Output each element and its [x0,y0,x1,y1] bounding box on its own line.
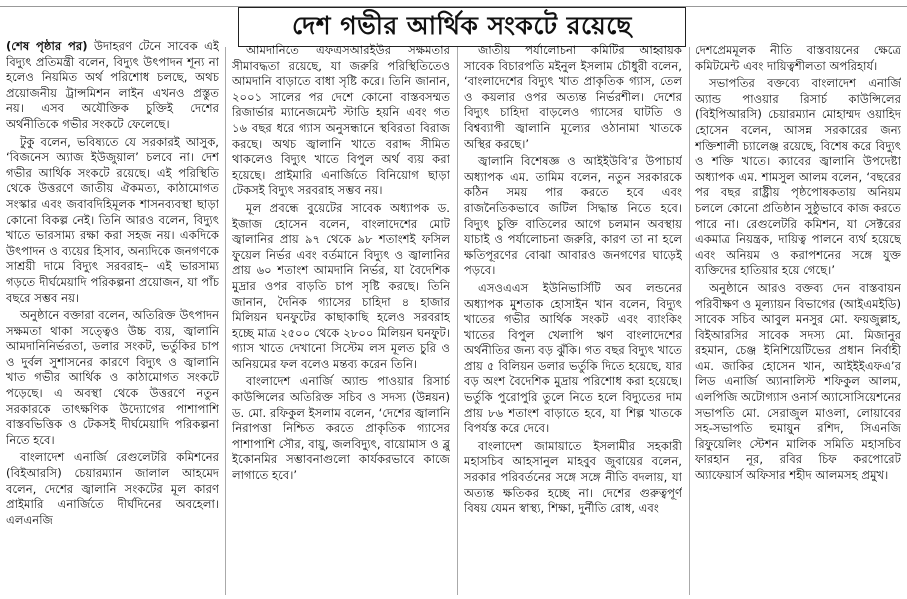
article-paragraph [464,439,682,517]
article-paragraph [232,43,450,199]
paragraph-text: জাতীয় পর্যালোচনা কমিটির আহ্বায়ক সাবেক বিচারপতি মইনুল ইসলাম চৌধুরী বলেন, ‘বাংলাদেশের বিদ্যুৎ খাত প্রাকৃতিক গ্যাস, তেল ও কয়লার ওপর অত্যন্ত নির্ভরশীল। দেশের বিদ্যুৎ চাহিদা বাড়লেও গ্যাসের ঘাটতি ও বিশ্বব্যাপী জ্বালানি মূল্যের ওঠানামা খাতকে অস্থির করছে।’ [464,43,682,151]
paragraph-text: টুকু বলেন, ভবিষ্যতে যে সরকারই আসুক, ‘বিজনেস অ্যাজ ইউজুয়াল’ চলবে না। দেশ গভীর আর্থিক সংকটে রয়েছে। এই পরিস্থিতি থেকে উত্তরণে জাতীয় ঐকমত্য, কাঠামোগত সংস্কার এবং জবাবদিহিমূলক শাসনব্যবস্থা ছাড়া কোনো বিকল্প নেই। তিনি আরও বলেন, বিদ্যুৎ খাতে ভারসাম্য রক্ষা করা সহজ নয়। একদিকে উৎপাদন ও ব্যয়ের হিসাব, অন্যদিকে জনগণকে সাশ্রয়ী দামে বিদ্যুৎ সরবরাহ– এই ভারসাম্য গড়তে দীর্ঘমেয়াদি পরিকল্পনা প্রয়োজন, যা পাঁচ বছরে সম্ভব নয়। [6,134,219,305]
article-paragraph [695,281,901,484]
article-paragraph [464,154,682,279]
article-paragraph [6,450,219,528]
paragraph-text: বাংলাদেশ এনার্জি রেগুলেটরি কমিশনের (বিইআরসি) চেয়ারম্যান জালাল আহমেদ বলেন, দেশের জ্বালানি সংকটের মূল কারণ প্রাইমারি এনার্জিতে দীর্ঘদিনের অবহেলা। এলএনজি [6,450,219,527]
paragraph-text: জ্বালানি বিশেষজ্ঞ ও আইইউবি’র উপাচার্য অধ্যাপক এম. তামিম বলেন, নতুন সরকারকে কঠিন সময় পার করতে হবে এবং রাজনৈতিকভাবে জটিল সিদ্ধান্ত নিতে হবে। বিদ্যুৎ চুক্তি বাতিলের আগে চলমান অবস্থায় যাচাই ও পর্যালোচনা জরুরি, কারণ তা না হলে ক্ষতিপূরণের বোঝা আবারও জনগণের ঘাড়েই পড়বে। [464,154,682,278]
article-body [6,39,901,593]
article-paragraph [464,43,682,152]
headline: দেশ গভীর আর্থিক সংকটে রয়েছে [292,10,632,40]
article-paragraph [232,201,450,373]
paragraph-text: আমদানিতে এফএসআরইউর সক্ষমতার সীমাবদ্ধতা রয়েছে, যা জরুরি পরিস্থিতিতেও আমদানি বাড়াতে বাধা সৃষ্টি করে। তিনি জানান, ২০০১ সালের পর দেশে কোনো বাস্তবসম্মত রিজার্ভার ম্যানেজমেন্ট স্টাডি হয়নি এবং গত ১৬ বছর ধরে গ্যাস অনুসন্ধানে স্থবিরতা বিরাজ করছে। অথচ জ্বালানি খাতে বরাদ্দ সীমিত থাকলেও বিদ্যুৎ খাতে বিপুল অর্থ ব্যয় করা হয়েছে। প্রাইমারি এনার্জিতে বিনিয়োগ ছাড়া টেকসই বিদ্যুৎ সরবরাহ সম্ভব নয়। [232,43,450,198]
article-paragraph [464,281,682,437]
paragraph-text: মূল প্রবন্ধে বুয়েটের সাবেক অধ্যাপক ড. ইজাজ হোসেন বলেন, বাংলাদেশের মোট জ্বালানির প্রায় ৯৭ থেকে ৯৮ শতাংশই ফসিল ফুয়েল নির্ভর এবং বর্তমানে বিদ্যুৎ ও জ্বালানির প্রায় ৬০ শতাংশ আমদানি নির্ভর, যা বৈদেশিক মুদ্রার ওপর বাড়তি চাপ সৃষ্টি করছে। তিনি জানান, দৈনিক গ্যাসের চাহিদা ৪ হাজার মিলিয়ন ঘনফুটের কাছাকাছি হলেও সরবরাহ হচ্ছে মাত্র ২৫০০ থেকে ২৮০০ মিলিয়ন ঘনফুট। গ্যাস খাতে দেখানো সিস্টেম লস মূলত চুরি ও অনিয়মের ফল বলেও মন্তব্য করেন তিনি। [232,200,450,371]
column-3 [464,43,682,593]
article-paragraph [6,135,219,307]
article-paragraph [695,76,901,279]
headline-box [238,7,686,47]
paragraph-text: বাংলাদেশ এনার্জি অ্যান্ড পাওয়ার রিসার্চ কাউন্সিলের অতিরিক্ত সচিব ও সদস্য (উন্নয়ন) ড. মো. রফিকুল ইসলাম বলেন, ‘দেশের জ্বালানি নিরাপত্তা নিশ্চিত করতে প্রাকৃতিক গ্যাসের পাশাপাশি সৌর, বায়ু, জলবিদ্যুৎ, বায়োমাস ও ব্লু ইকোনমির সম্ভাবনাগুলো কার্যকরভাবে কাজে লাগাতে হবে।’ [232,374,450,483]
paragraph-text: বাংলাদেশ জামায়াতে ইসলামীর সহকারী মহাসচিব আহসানুল মাহবুব জুবায়ের বলেন, সরকার পরিবর্তনের সঙ্গে সঙ্গে নীতি বদলায়, যা অত্যন্ত ক্ষতিকর হচ্ছে না। দেশের গুরুত্বপূর্ণ বিষয় যেমন স্বাস্থ্য, শিক্ষা, দুর্নীতি রোধ, এবং [464,438,682,516]
continued-from-label: (শেষ পৃষ্ঠার পর) [6,39,88,53]
column-1 [6,39,219,593]
article-paragraph [695,43,901,74]
paragraph-text: উদাহরণ টেনে সাবেক এই বিদ্যুৎ প্রতিমন্ত্রী বলেন, বিদ্যুৎ উৎপাদন শূন্য না হলেও নিয়মিত অর্থ পরিশোধ চলছে, অথচ প্রয়োজনীয় ট্রান্সমিশন লাইন এখনও প্রস্তুত নয়। এসব অযৌক্তিক চুক্তিই দেশের অর্থনীতিকে গভীর সংকটে ফেলেছে। [6,39,219,131]
column-4 [695,43,901,593]
article-paragraph [232,374,450,483]
paragraph-text: সভাপতির বক্তব্যে বাংলাদেশ এনার্জি অ্যান্ড পাওয়ার রিসার্চ কাউন্সিলের (বিইপিআরসি) চেয়ারম্যান মোহাম্মদ ওয়াহিদ হোসেন বলেন, আসন্ন সরকারের জন্য শক্তিশালী চ্যালেঞ্জ রয়েছে, বিশেষ করে বিদ্যুৎ ও শক্তি খাতে। ক্যাবের জ্বালানি উপদেষ্টা অধ্যাপক এম. শামসুল আলম বলেন, ‘বছরের পর বছর রাষ্ট্রীয় পৃষ্ঠপোষকতায় অনিয়ম চললে কোনো প্রতিষ্ঠান সুষ্ঠুভাবে কাজ করতে পারে না। রেগুলেটরি কমিশন, যা সেক্টরের একমাত্র নিয়ন্ত্রক, দায়িত্ব পালনে ব্যর্থ হয়েছে এবং অনিয়ম ও করাপশনের সঙ্গে যুক্ত ব্যক্তিদের হাতিয়ার হয়ে গেছে।’ [695,76,901,278]
article-paragraph [6,308,219,448]
paragraph-text: অনুষ্ঠানে বক্তারা বলেন, অতিরিক্ত উৎপাদন সক্ষমতা থাকা সত্ত্বেও উচ্চ ব্যয়, জ্বালানি আমদানিনির্ভরতা, ডলার সংকট, ভর্তুকির চাপ ও দুর্বল সুশাসনের কারণে বিদ্যুৎ ও জ্বালানি খাত গভীর আর্থিক ও কাঠামোগত সংকটে পড়েছে। এ অবস্থা থেকে উত্তরণে নতুন সরকারকে তাৎক্ষণিক উদ্যোগের পাশাপাশি বাস্তবভিত্তিক ও টেকসই দীর্ঘমেয়াদি পরিকল্পনা নিতে হবে। [6,308,219,447]
paragraph-text: দেশপ্রেমমূলক নীতি বাস্তবায়নের ক্ষেত্রে কমিটমেন্ট এবং দায়িত্বশীলতা অপরিহার্য। [695,43,901,73]
article-paragraph [6,39,219,133]
paragraph-text: এসওএএস ইউনিভার্সিটি অব লন্ডনের অধ্যাপক মুশতাক হোসাইন খান বলেন, বিদ্যুৎ খাতের গভীর আর্থিক সংকট এবং ব্যাংকিং খাতের বিপুল খেলাপি ঋণ বাংলাদেশের অর্থনীতির জন্য বড় ঝুঁকি। গত বছর বিদ্যুৎ খাতে প্রায় ৫ বিলিয়ন ডলার ভর্তুকি দিতে হয়েছে, যার বড় অংশ বৈদেশিক মুদ্রায় পরিশোধ করা হয়েছে। ভর্তুকি পুরোপুরি তুলে নিতে হলে বিদ্যুতের দাম প্রায় ৮৬ শতাংশ বাড়াতে হবে, যা শিল্প খাতকে বিপর্যস্ত করে দেবে। [464,280,682,436]
paragraph-text: অনুষ্ঠানে আরও বক্তব্য দেন বাস্তবায়ন পরিবীক্ষণ ও মূল্যায়ন বিভাগের (আইএমইডি) সাবেক সচিব আবুল মনসুর মো. ফয়জুল্লাহ, বিইআরসির সাবেক সদস্য মো. মিজানুর রহমান, চেঞ্জ ইনিশিয়েটিভের প্রধান নির্বাহী এম. জাকির হোসেন খান, আইইইএফএ’র লিড এনার্জি অ্যানালিস্ট শফিকুল আলম, এলপিজি অটোগ্যাস ওনার্স অ্যাসোসিয়েশনের সভাপতি মো. সেরাজুল মাওলা, লোয়াবের সহ-সভাপতি হুমায়ুন রশিদ, সিএনজি রিফুয়েলিং স্টেশন মালিক সমিতি মহাসচিব ফারহান নূর, রবির চিফ করপোরেট অ্যাফেয়ার্স অফিসার শহীদ আলমসহ প্রমুখ। [695,280,901,483]
column-2 [232,43,450,593]
